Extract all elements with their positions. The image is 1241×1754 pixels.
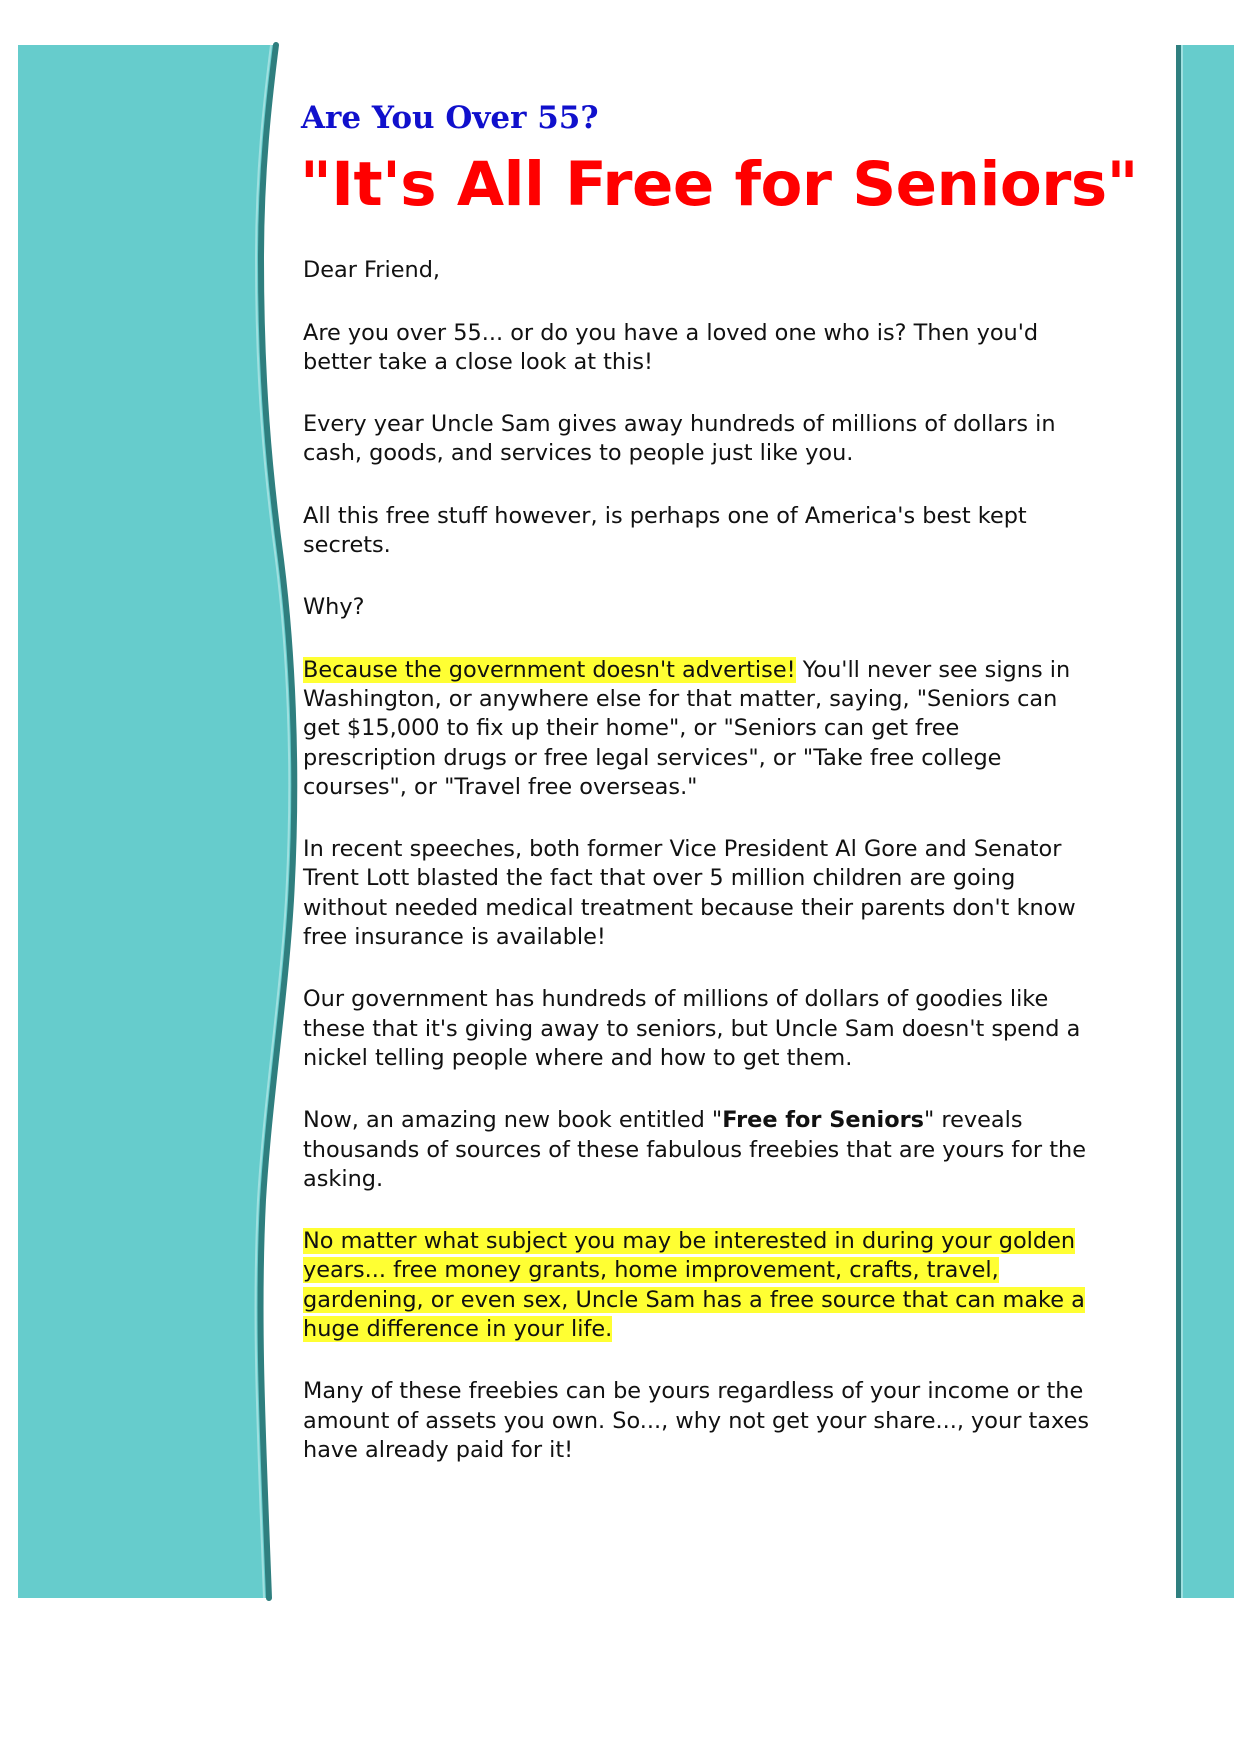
paragraph-7: Our government has hundreds of millions of dollars of goodies like these that it's giving away to seniors, but Uncle Sam doesn't spend a nickel telling people where and how to get them. [303,986,1081,1071]
letter-content [300,100,1138,1498]
paragraph-10: Many of these freebies can be yours regardless of your income or the amount of assets you own. So..., why not get your share..., your taxes have already paid for it! [303,1378,1090,1463]
paragraph-8-text-after: " reveals thousands of sources of these fabulous freebies that are yours for the asking. [303,1107,1087,1192]
right-panel-highlight [1181,45,1183,1598]
book-title: Free for Seniors [722,1107,924,1134]
greeting: Dear Friend, [303,257,441,284]
page-title: "It's All Free for Seniors" [300,149,1138,221]
paragraph-8 [303,1106,1093,1194]
left-wave-panel [18,45,295,1598]
paragraph-8-text-before: Now, an amazing new book entitled " [303,1107,723,1134]
right-panel-shadow [1176,45,1181,1598]
paragraph-5-text: You'll never see signs in Washington, or anywhere else for that matter, saying, "Seniors can get $15,000 to fix up their home", or "Seniors can get free prescription drugs or free legal services", or "Take free college courses", or "Travel free overseas." [303,656,1071,800]
paragraph-3: All this free stuff however, is perhaps one of America's best kept secrets. [303,502,1027,559]
paragraph-9 [303,1227,1093,1344]
highlighted-text: No matter what subject you may be interested in during your golden years... free money grants, home improvement, crafts, travel, gardening, or even sex, Uncle Sam has a free source that can make a huge difference in your life. [303,1228,1085,1342]
paragraph-5 [303,656,1093,802]
right-panel [1178,45,1234,1598]
kicker-heading: Are You Over 55? [301,100,599,136]
paragraph-1: Are you over 55... or do you have a loved one who is? Then you'd better take a close look at this! [303,319,1039,375]
paragraph-4: Why? [303,594,365,621]
paragraph-2: Every year Uncle Sam gives away hundreds of millions of dollars in cash, goods, and services to people just like you. [303,411,1056,467]
highlighted-text: Because the government doesn't advertise! [303,656,796,683]
paragraph-6: In recent speeches, both former Vice President Al Gore and Senator Trent Lott blasted the fact that over 5 million children are going without needed medical treatment because their parents don't know free insurance is available! [303,836,1076,951]
